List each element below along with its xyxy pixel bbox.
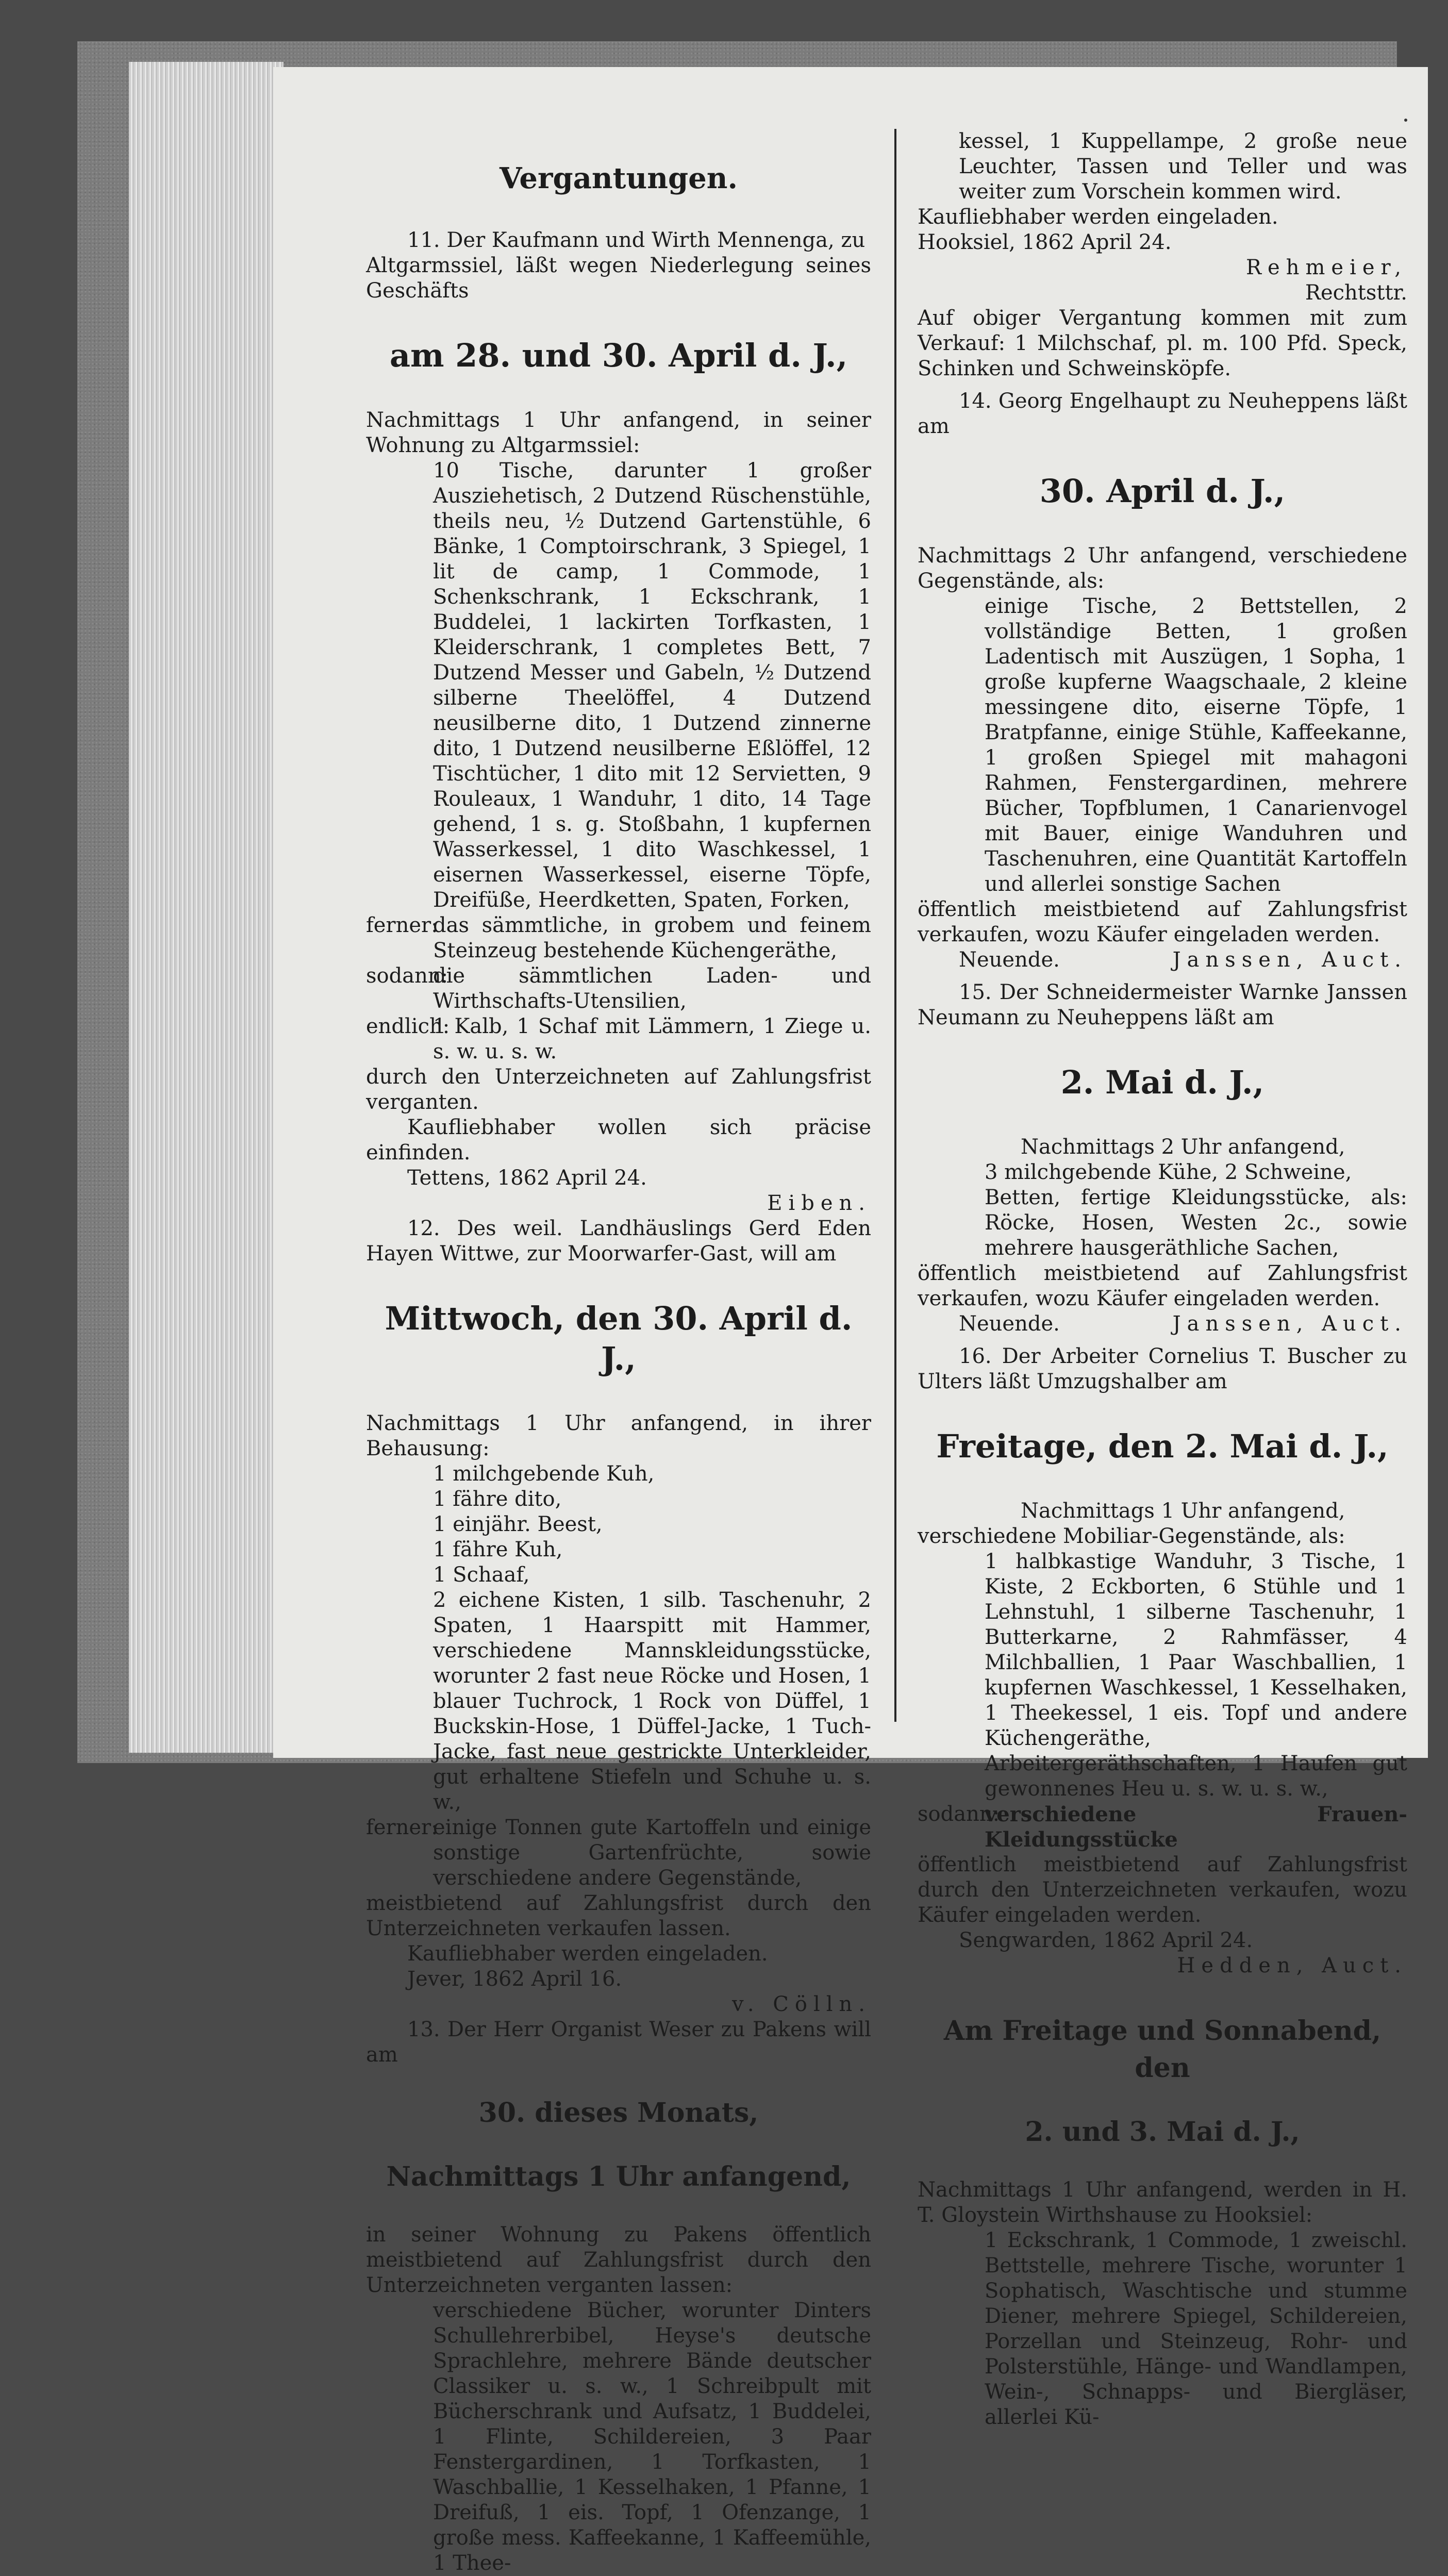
ad-14-time: Nachmittags 2 Uhr anfangend, verschiedene Gegenstände, als: xyxy=(918,544,1407,593)
ad-15-intro: 15. Der Schneidermeister Warnke Janssen Neumann zu Neuheppens läßt am xyxy=(918,980,1407,1029)
ad-11-time: Nachmittags 1 Uhr anfangend, in seiner Wohnung zu Altgarmssiel: xyxy=(366,408,871,457)
ad-12-intro: 12. Des weil. Landhäuslings Gerd Eden Hayen Wittwe, zur Moorwarfer-Gast, will am xyxy=(366,1217,871,1266)
ad-14-date: 30. April d. J., xyxy=(1039,472,1286,510)
ad-12-item: 1 fähre dito, xyxy=(433,1487,562,1511)
column-divider xyxy=(894,129,896,1722)
right-column xyxy=(918,129,1407,2430)
sodann-label: sodann: xyxy=(366,964,448,988)
ad-16-sodann xyxy=(918,1802,1407,1852)
ad-16-list: 1 halbkastige Wanduhr, 3 Tische, 1 Kiste, 2 Eckborten, 6 Stühle und 1 Lehnstuhl, 1 silberne Taschenuhr, 1 Butterkarne, 2 Rahmfässer, 4 Milchballien, 1 Paar Waschballien, 1 kupfernen Waschkessel, 1 Kesselhaken, 1 Theekessel, 1 eis. Topf und andere Küchengeräthe, Arbeitergeräthschaften, 1 Haufen gut gewonnenes Heu u. s. w. u. s. w., xyxy=(985,1550,1407,1801)
ad-11-place-date: Tettens, 1862 April 24. xyxy=(407,1166,647,1190)
ad-17-date-2: 2. und 3. Mai d. J., xyxy=(1025,2116,1300,2148)
ad-17-list: 1 Eckschrank, 1 Commode, 1 zweischl. Bettstelle, mehrere Tische, worunter 1 Sophatisch, Waschtische und stumme Diener, mehrere Spiegel, Schildereien, Porzellan und Steinzeug, Rohr- und Polsterstühle, Hänge- und Wandlampen, Wein-, Schnapps- und Biergläser, allerlei Kü- xyxy=(985,2229,1407,2429)
ad-13-invite: Kaufliebhaber werden eingeladen. xyxy=(918,205,1278,229)
ad-13-signature-title: Rechtsttr. xyxy=(1305,281,1407,305)
ad-11-signature: Eiben. xyxy=(767,1191,871,1215)
ad-14-footer xyxy=(918,948,1407,973)
ad-13-time: Nachmittags 1 Uhr anfangend, xyxy=(386,2161,851,2192)
ad-17-time: Nachmittags 1 Uhr anfangend, werden in H. T. Gloystein Wirthshause zu Hooksiel: xyxy=(918,2178,1407,2227)
ad-16-items-intro: verschiedene Mobiliar-Gegenstände, als: xyxy=(918,1524,1345,1548)
ad-12-place-date: Jever, 1862 April 16. xyxy=(407,1967,622,1991)
ad-16-signature: Hedden, Auct. xyxy=(1177,1954,1407,1977)
ad-11-list: 10 Tische, darunter 1 großer Ausziehetisch, 2 Dutzend Rüschenstühle, theils neu, ½ Dutzend Gartenstühle, 6 Bänke, 1 Comptoirschrank, 3 Spiegel, 1 lit de camp, 1 Commode, 1 Schenkschrank, 1 Eckschrank, 1 Buddelei, 1 lackirten Torfkasten, 1 Kleiderschrank, 1 completes Bett, 7 Dutzend Messer und Gabeln, ½ Dutzend silberne Theelöffel, 4 Dutzend neusilberne dito, 1 Dutzend zinnerne dito, 1 Dutzend neusilberne Eßlöffel, 12 Tischtücher, 1 dito mit 12 Servietten, 9 Rouleaux, 1 Wanduhr, 1 dito, 14 Tage gehend, 1 s. g. Stoßbahn, 1 kupfernen Wasserkessel, 1 dito Waschkessel, 1 eisernen Wasserkessel, eiserne Töpfe, Dreifüße, Heerdketten, Spaten, Forken, xyxy=(433,459,871,912)
ad-14-list: einige Tische, 2 Bettstellen, 2 vollständige Betten, 1 großen Ladentisch mit Auszügen, 1 Sopha, 1 große kupferne Waagschaale, 2 kleine messingene dito, eiserne Töpfe, 1 Bratpfanne, einige Stühle, Kaffeekanne, 1 großen Spiegel mit mahagoni Rahmen, Fenstergardinen, mehrere Bücher, Topfblumen, 1 Canarienvogel mit Bauer, einige Wanduhren und Taschenuhren, eine Quantität Kartoffeln und allerlei sonstige Sachen xyxy=(985,594,1407,896)
ad-13-place-date: Hooksiel, 1862 April 24. xyxy=(918,230,1172,254)
ad-13-text: in seiner Wohnung zu Pakens öffentlich meistbietend auf Zahlungsfrist durch den Unterzeichneten verganten lassen: xyxy=(366,2223,871,2297)
ad-15-signature: Janssen, Auct. xyxy=(1172,1312,1407,1336)
ad-16-intro: 16. Der Arbeiter Cornelius T. Buscher zu Ulters läßt Umzugshalber am xyxy=(918,1344,1407,1393)
sodann-text: die sämmtlichen Laden- und Wirthschafts-Utensilien, xyxy=(433,964,871,1013)
ad-12-item: 1 Schaaf, xyxy=(433,1563,530,1587)
ad-12-signature: v. Cölln. xyxy=(731,1992,871,2016)
ad-12-date: Mittwoch, den 30. April d. J., xyxy=(385,1300,853,1377)
ad-16-time: Nachmittags 1 Uhr anfangend, xyxy=(1021,1499,1345,1523)
ad-17-date: Am Freitage und Sonnabend, den xyxy=(943,2015,1382,2084)
ad-12-ferner xyxy=(366,1815,871,1891)
ad-14-place: Neuende. xyxy=(959,948,1060,972)
ad-15-time: Nachmittags 2 Uhr anfangend, xyxy=(1021,1135,1345,1159)
ad-16-place-date: Sengwarden, 1862 April 24. xyxy=(959,1929,1253,1952)
ad-13-date: 30. dieses Monats, xyxy=(478,2097,759,2129)
ad-12-time: Nachmittags 1 Uhr anfangend, in ihrer Behausung: xyxy=(366,1411,871,1460)
ad-11-intro: 11. Der Kaufmann und Wirth Mennenga, zu xyxy=(407,228,866,252)
ad-14-closing: öffentlich meistbietend auf Zahlungsfrist verkaufen, wozu Käufer eingeladen werden. xyxy=(918,898,1407,946)
ad-12-livestock xyxy=(366,1461,871,1815)
ad-15-list: Betten, fertige Kleidungsstücke, als: Röcke, Hosen, Westen 2c., sowie mehrere hausgeräthliche Sachen, xyxy=(985,1186,1407,1260)
ad-11-date: am 28. und 30. April d. J., xyxy=(389,337,848,374)
ad-13-intro: 13. Der Herr Organist Weser zu Pakens will am xyxy=(366,2018,871,2067)
ad-14-signature: Janssen, Auct. xyxy=(1172,948,1407,972)
sodann-text: verschiedene Frauen-Kleidungsstücke xyxy=(985,1802,1407,1852)
ad-13-list: verschiedene Bücher, worunter Dinters Schullehrerbibel, Heyse's deutsche Sprachlehre, mehrere Bände deutscher Classiker u. s. w., 1 Schreibpult mit Bücherschrank und Aufsatz, 1 Buddelei, 1 Flinte, Schildereien, 3 Paar Fenstergardinen, 1 Torfkasten, 1 Waschballie, 1 Kesselhaken, 1 Pfanne, 1 Dreifuß, 1 eis. Topf, 1 Ofenzange, 1 große mess. Kaffeekanne, 1 Kaffeemühle, 1 Thee- xyxy=(433,2299,871,2575)
ad-12-item: 1 milchgebende Kuh, xyxy=(433,1462,655,1486)
ad-12-list: 2 eichene Kisten, 1 silb. Taschenuhr, 2 Spaten, 1 Haarspitt mit Hammer, verschiedene Mannskleidungsstücke, worunter 2 fast neue Röcke und Hosen, 1 blauer Tuchrock, 1 Rock von Düffel, 1 Buckskin-Hose, 1 Düffel-Jacke, 1 Tuch-Jacke, fast neue gestrickte Unterkleider, gut erhaltene Stiefeln und Schuhe u. s. w., xyxy=(433,1588,871,1814)
ad-14-intro: 14. Georg Engelhaupt zu Neuheppens läßt am xyxy=(918,389,1407,438)
ferner-label: ferner: xyxy=(366,1816,438,1839)
ad-11-invite: Kaufliebhaber wollen sich präcise einfinden. xyxy=(366,1116,871,1165)
ad-13-signature: Rehmeier, xyxy=(1245,256,1407,279)
ad-11-sodann xyxy=(366,963,871,1014)
ad-12-item: 1 einjähr. Beest, xyxy=(433,1513,603,1536)
sodann-label: sodann: xyxy=(918,1802,1000,1826)
ad-13-continued: kessel, 1 Kuppellampe, 2 große neue Leuchter, Tassen und Teller und was weiter zum Vorschein kommen wird. xyxy=(959,129,1407,204)
ad-13-addendum: Auf obiger Vergantung kommen mit zum Verkauf: 1 Milchschaf, pl. m. 100 Pfd. Speck, Schinken und Schweinsköpfe. xyxy=(918,306,1407,380)
ferner-text: das sämmtliche, in grobem und feinem Steinzeug bestehende Küchengeräthe, xyxy=(433,913,871,962)
ad-15-livestock: 3 milchgebende Kühe, 2 Schweine, xyxy=(985,1160,1352,1184)
left-column xyxy=(366,129,871,2576)
ad-11-ferner xyxy=(366,913,871,963)
endlich-text: 1 Kalb, 1 Schaf mit Lämmern, 1 Ziege u. s. w. u. s. w. xyxy=(433,1015,871,1063)
ad-11-endlich xyxy=(366,1014,871,1065)
ad-11-intro-2: Altgarmssiel, läßt wegen Niederlegung seines Geschäfts xyxy=(366,254,871,303)
document-page xyxy=(273,67,1428,2575)
ad-15-date: 2. Mai d. J., xyxy=(1060,1063,1264,1101)
ferner-label: ferner: xyxy=(366,913,438,937)
ad-11-closing: durch den Unterzeichneten auf Zahlungsfrist verganten. xyxy=(366,1065,871,1114)
ad-16-closing: öffentlich meistbietend auf Zahlungsfrist durch den Unterzeichneten verkaufen, wozu Käufer eingeladen werden. xyxy=(918,1853,1407,1927)
ad-15-closing: öffentlich meistbietend auf Zahlungsfrist verkaufen, wozu Käufer eingeladen werden. xyxy=(918,1261,1407,1310)
section-heading: Vergantungen. xyxy=(500,161,738,195)
ad-12-item: 1 fähre Kuh, xyxy=(433,1538,563,1561)
ad-15-footer xyxy=(918,1311,1407,1337)
ad-16-date: Freitage, den 2. Mai d. J., xyxy=(936,1427,1389,1465)
endlich-label: endlich: xyxy=(366,1015,450,1038)
page-edges xyxy=(129,62,284,1753)
ad-15-place: Neuende. xyxy=(959,1312,1060,1336)
ink-speck xyxy=(1404,119,1407,122)
ad-12-closing: meistbietend auf Zahlungsfrist durch den Unterzeichneten verkaufen lassen. xyxy=(366,1891,871,1940)
ferner-text: einige Tonnen gute Kartoffeln und einige sonstige Gartenfrüchte, sowie verschiedene andere Gegenstände, xyxy=(433,1816,871,1890)
ad-12-invite: Kaufliebhaber werden eingeladen. xyxy=(407,1942,768,1966)
